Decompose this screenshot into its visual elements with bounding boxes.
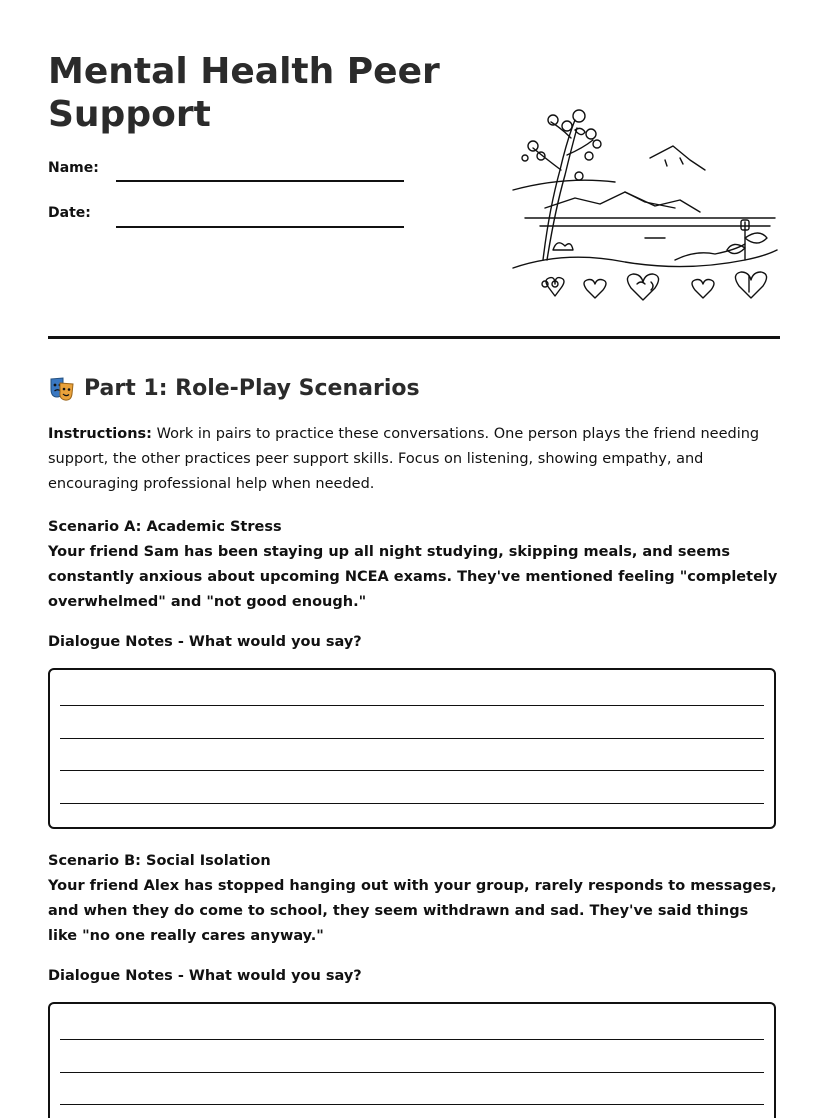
performing-arts-masks-icon: [48, 375, 76, 403]
page-title: Mental Health Peer Support: [48, 51, 440, 135]
writing-line: [60, 738, 764, 739]
instructions-text: Work in pairs to practice these conversations. One person plays the friend needing support, the other practices peer support skills. Focus on listening, showing empathy, and encouraging professional help when needed.: [48, 426, 760, 492]
scenario-a-text: Your friend Sam has been staying up all night studying, skipping meals, and seems constantly anxious about upcoming NCEA exams. They've mentioned feeling "completely overwhelmed" and "not good enough.": [48, 544, 778, 610]
date-label: Date:: [48, 205, 91, 221]
part1-title: Part 1: Role-Play Scenarios: [84, 376, 420, 401]
scenario-a-title: Scenario A: Academic Stress: [48, 519, 282, 535]
date-field[interactable]: [116, 226, 404, 228]
scenario-b-notes-box[interactable]: [48, 1002, 776, 1118]
writing-line: [60, 803, 764, 804]
writing-line: [60, 705, 764, 706]
scenario-a-notes-box[interactable]: [48, 668, 776, 829]
writing-line: [60, 1072, 764, 1073]
writing-line: [60, 1104, 764, 1105]
instructions-paragraph: [48, 422, 780, 497]
landscape-illustration-icon: [505, 100, 787, 312]
scenario-b-text: Your friend Alex has stopped hanging out with your group, rarely responds to messages, and when they do come to school, they seem withdrawn and sad. They've said things like "no one really cares anyway.": [48, 878, 777, 944]
instructions-label: Instructions:: [48, 426, 152, 442]
section-divider: [48, 336, 780, 339]
writing-line: [60, 1039, 764, 1040]
name-label: Name:: [48, 160, 99, 176]
scenario-b-notes-label: Dialogue Notes - What would you say?: [48, 968, 362, 984]
scenario-b-title: Scenario B: Social Isolation: [48, 853, 271, 869]
part1-heading: [48, 374, 420, 404]
scenario-a-notes-label: Dialogue Notes - What would you say?: [48, 634, 362, 650]
name-field[interactable]: [116, 180, 404, 182]
writing-line: [60, 770, 764, 771]
